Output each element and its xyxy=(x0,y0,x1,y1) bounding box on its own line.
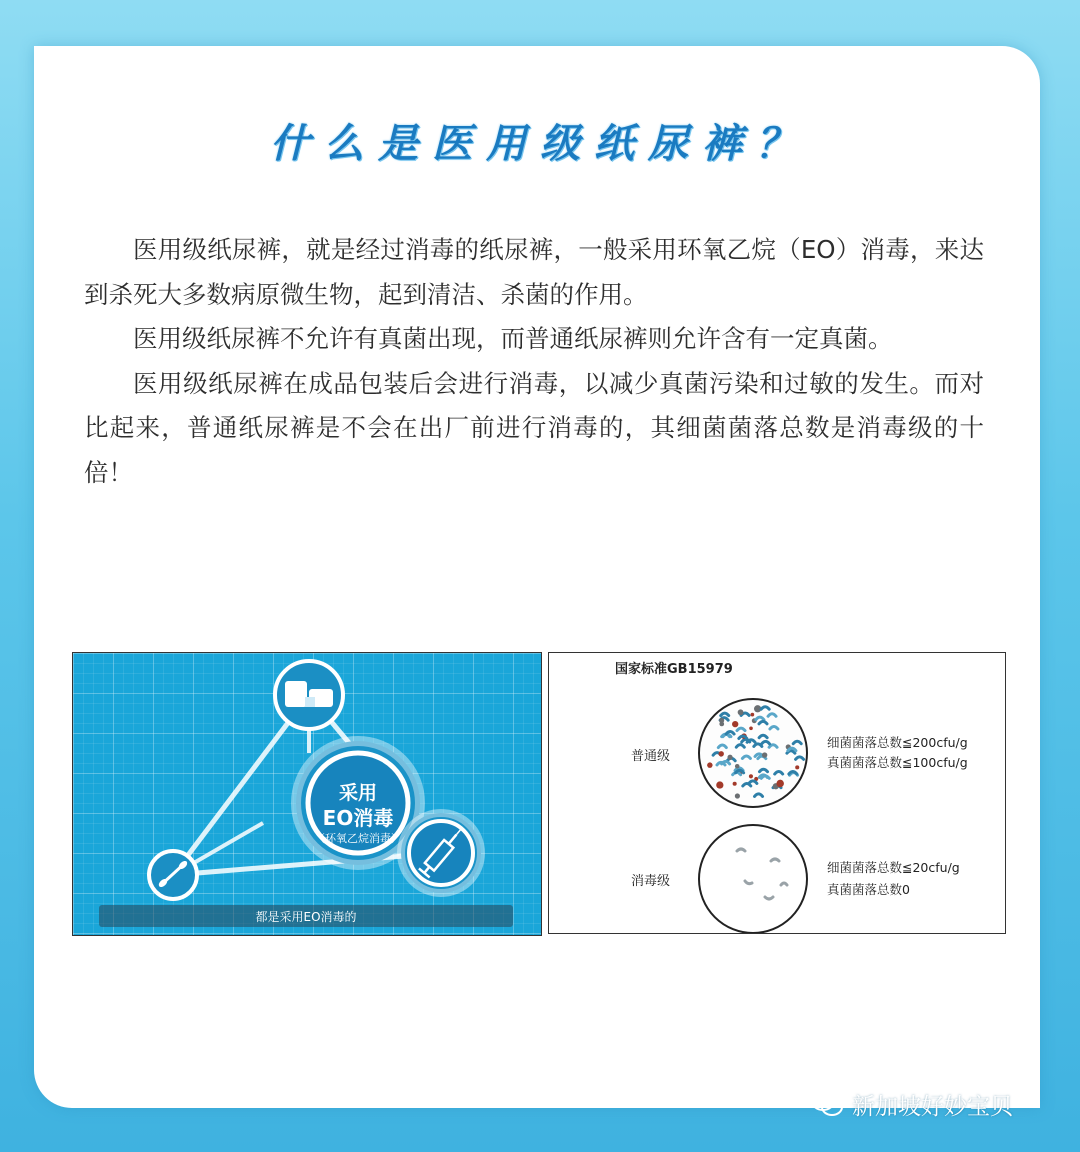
ordinary-fungi-limit: 真菌菌落总数≦100cfu/g xyxy=(827,755,968,770)
paragraph-1: 医用级纸尿裤，就是经过消毒的纸尿裤，一般采用环氧乙烷（EO）消毒，来达到杀死大多数病原微生物，起到清洁、杀菌的作用。 xyxy=(84,235,984,309)
colony-dot xyxy=(749,726,753,730)
account-name: 新加坡好妙宝贝 xyxy=(852,1093,1013,1120)
colony-dot xyxy=(735,793,740,798)
colony-dot xyxy=(762,752,767,757)
colony-diagram xyxy=(549,653,1006,934)
ordinary-bacteria-limit: 细菌菌落总数≦200cfu/g xyxy=(827,735,968,750)
content-card xyxy=(34,46,1040,1108)
video-caption: 都是采用EO消毒的 xyxy=(255,910,357,924)
paragraph-3: 医用级纸尿裤在成品包装后会进行消毒，以减少真菌污染和过敏的发生。而对比起来，普通纸尿裤是不会在出厂前进行消毒的，其细菌菌落总数是消毒级的十倍！ xyxy=(84,368,984,487)
standard-title: 国家标准GB15979 xyxy=(615,662,733,677)
colony-dot xyxy=(738,709,744,715)
sterile-petri-dish xyxy=(699,825,807,933)
colony-dot xyxy=(777,780,783,786)
gb15979-standard-panel xyxy=(548,652,1006,934)
sterile-bacteria-limit: 细菌菌落总数≦20cfu/g xyxy=(827,860,960,875)
center-label-line2: EO消毒 xyxy=(322,806,394,830)
level-name-ordinary: 普通级 xyxy=(631,749,671,764)
colony-dot xyxy=(716,781,723,788)
wechat-icon xyxy=(810,1090,844,1118)
page-title: 什么是医用级纸尿裤？ xyxy=(270,120,810,167)
colony-dot xyxy=(749,774,753,778)
eo-sterilization-illustration xyxy=(72,652,542,936)
colony-dot xyxy=(719,751,724,756)
center-label-line1: 采用 xyxy=(338,782,377,804)
colony-dot xyxy=(733,782,737,786)
wechat-account-footer xyxy=(810,1084,1013,1124)
colony-dot xyxy=(727,755,732,760)
colony-dot xyxy=(795,765,799,769)
colony-dot xyxy=(751,713,755,717)
colony-dot xyxy=(735,764,740,769)
level-name-sterile: 消毒级 xyxy=(631,874,671,889)
colony-dot xyxy=(732,721,738,727)
colony-dot xyxy=(719,722,724,727)
triangle-diagram xyxy=(73,653,542,936)
article-body xyxy=(84,228,984,495)
sterile-fungi-limit: 真菌菌落总数0 xyxy=(827,882,910,897)
center-label-line3: （环氧乙烷消毒） xyxy=(314,832,402,845)
paragraph-2: 医用级纸尿裤不允许有真菌出现，而普通纸尿裤则允许含有一定真菌。 xyxy=(133,324,893,353)
colony-dot xyxy=(707,762,712,767)
video-caption-bar xyxy=(99,905,513,927)
